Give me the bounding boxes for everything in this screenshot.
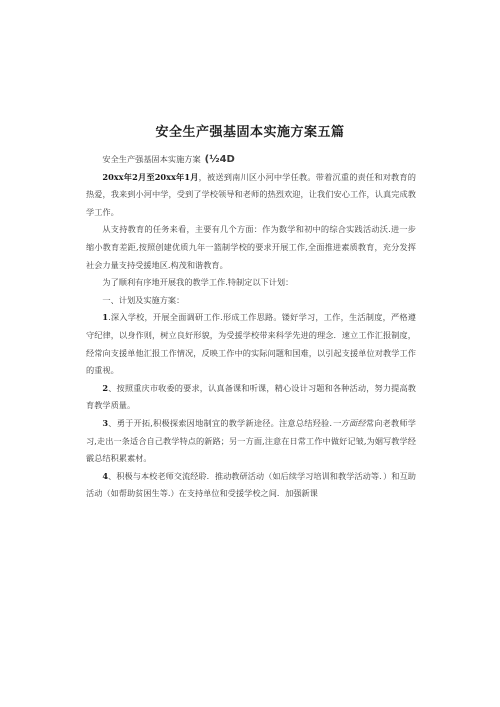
subtitle-mark: (½4D — [204, 154, 235, 165]
list-item-4 — [86, 468, 416, 503]
subtitle-text: 安全生产强基固本实施方案 — [102, 154, 201, 164]
list-item-1 — [86, 309, 416, 379]
document-title: 安全生产强基固本实施方案五篇 — [155, 125, 345, 140]
list-item-4-text: 、积极与本校老师交流经聆．推动教研活动（如后续学习培训和教学活动等．）和互助活动（如帮助贫困生等.）在支持单位和受援学校之间．加强新课 — [86, 470, 416, 499]
paragraph-2: 从支持教育的任务来看，主要有几个方面：作为数学和初中的综合实践活动沃.进一步缩小教育差距,按照创建优质九年一篮制学校的要求开展工作,全面推进素质教育，充分发挥社会力量支持受援地区.构茂和谐教育。 — [86, 224, 416, 270]
list-item-3-text-italic: 一方面经 — [332, 417, 366, 428]
list-item-3-number: 3 — [102, 417, 109, 428]
document-body — [86, 151, 416, 503]
list-item-1-number: 1 — [102, 312, 109, 323]
paragraph-4-heading: 一、计划及实施方案： — [102, 294, 185, 305]
list-item-3 — [86, 415, 416, 468]
list-item-2-text: 、按照重庆市收委的要求，认真备课和听课，精心设计习题和各种活动，努力提高教育教学质量。 — [86, 382, 416, 411]
paragraph-1-lead: 20xx年2月至20xx年1月 — [102, 171, 199, 182]
list-item-1-text: .深入学校，开展全面调研工作.形成工作思路。镂好学习，工作，生活制度，严格遵守纪律，以身作则，树立良好形貌，为受援学校带来科学先进的理念．速立工作汇报制度，经常向支援单他汇报工作情况，反映工作中的实际问题和国难，以引起支援单位对教学工作的重视。 — [86, 312, 416, 376]
list-item-4-number: 4 — [102, 470, 109, 481]
list-item-2 — [86, 380, 416, 415]
paragraph-1-text: ，被送到南川区小河中学任教。带着沉重的责任和对教育的热爱，我来到小河中学，受到了学校领导和老师的热烈欢迎，让我们安心工作，认真完成教学工作。 — [86, 171, 416, 217]
paragraph-1 — [86, 169, 416, 222]
list-item-3-text-b: 常向老教师学习,走出一条适合自己教学特点的新路；另一方面,注意在日常工作中做好记皱,为姻写教学经霰总结积累素材。 — [86, 417, 416, 464]
subtitle-line — [86, 151, 416, 169]
list-item-3-text-a: 、勇于开拓,积极探索因地制宜的教学新途径。注意总结羟验. — [108, 417, 333, 428]
paragraph-3: 为了顺利有序地开展我的教学工作.特制定以下计划： — [102, 277, 294, 288]
list-item-2-number: 2 — [102, 382, 109, 393]
